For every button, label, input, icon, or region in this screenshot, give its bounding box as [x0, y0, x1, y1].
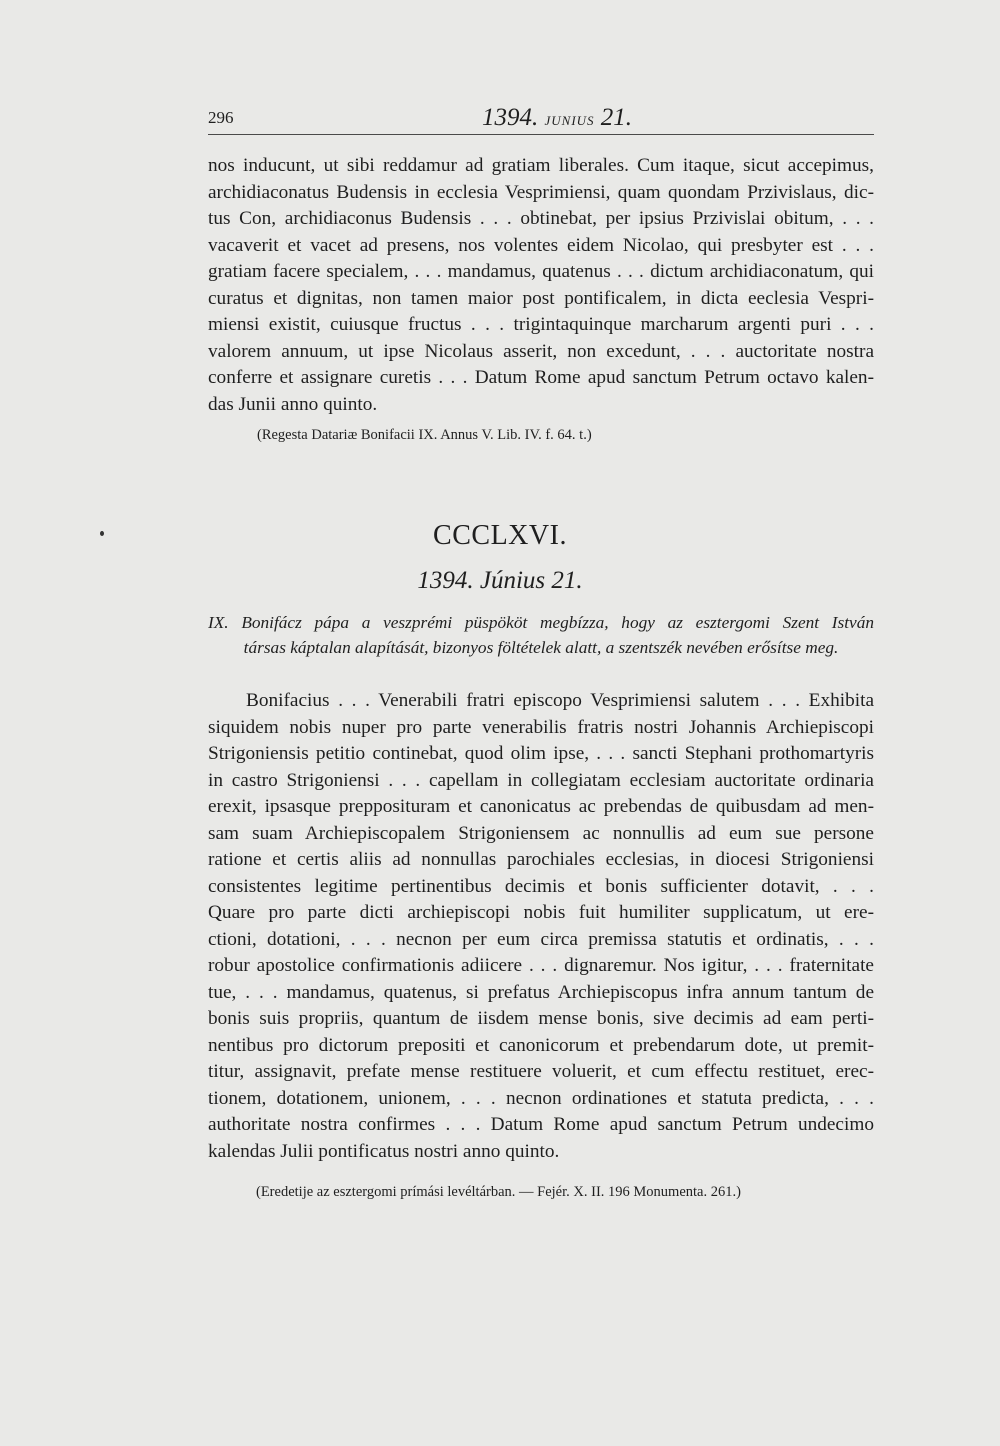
body-line: nentibus pro dictorum prepositi et canonicorum et prebendarum dote, ut premit-: [208, 1034, 874, 1056]
text-line: miensi existit, cuiusque fructus . . . trigintaquinque marcharum argenti puri . . .: [208, 314, 874, 335]
continuation-text: [208, 153, 874, 418]
source-citation: (Regesta Datariæ Bonifacii IX. Annus V. Lib. IV. f. 64. t.): [257, 427, 592, 443]
page-header: [208, 104, 874, 135]
document-number: CCCLXVI.: [433, 520, 567, 551]
text-line: gratiam facere specialem, . . . mandamus, quatenus . . . dictum archidiaconatum, qui: [208, 261, 874, 282]
body-line: Bonifacius . . . Venerabili fratri episcopo Vesprimiensi salutem . . . Exhibita: [246, 690, 874, 711]
text-line: valorem annuum, ut ipse Nicolaus asserit, non excedunt, . . . auctoritate nostra: [208, 340, 874, 362]
text-line: nos inducunt, ut sibi reddamur ad gratiam liberales. Cum itaque, sicut accepimus,: [208, 155, 874, 176]
body-line: siquidem nobis nuper pro parte venerabilis fratris nostri Johannis Archiepiscopi: [208, 716, 874, 738]
body-line: tue, . . . mandamus, quatenus, si prefatus Archiepiscopus infra annum tantum de: [208, 981, 874, 1003]
text-line: vacaverit et vacet ad presens, nos volentes eidem Nicolao, qui presbyter est . . .: [208, 234, 874, 256]
running-head-day: 21.: [600, 104, 633, 131]
text-line: tus Con, archidiaconus Budensis . . . obtinebat, per ipsius Przivislai obitum, . . .: [208, 208, 874, 229]
body-line: erexit, ipsasque prepposituram et canonicatus ac prebendas de quibusdam ad men-: [208, 796, 874, 817]
body-line: Quare pro parte dicti archiepiscopi nobis fuit humiliter supplicatum, ut ere-: [208, 902, 874, 923]
text-line: conferre et assignare curetis . . . Datum Rome apud sanctum Petrum octavo kalen-: [208, 367, 874, 388]
running-head: [482, 104, 632, 132]
running-head-year: 1394.: [482, 104, 539, 131]
page-number: 296: [208, 108, 234, 127]
body-line: ctioni, dotationi, . . . necnon per eum circa premissa statutis et ordinatis, . . .: [208, 928, 874, 950]
body-line: kalendas Julii pontificatus nostri anno quinto.: [208, 1140, 560, 1162]
body-line: Strigoniensis petitio continebat, quod olim ipse, . . . sancti Stephani prothomartyris: [208, 743, 874, 764]
text-line: curatus et dignitas, non tamen maior post pontificalem, in dicta eeclesia Vespri-: [208, 287, 874, 309]
body-line: sam suam Archiepiscopalem Strigoniensem ac nonnullis ad eum sue persone: [208, 822, 874, 844]
body-line: authoritate nostra confirmes . . . Datum Rome apud sanctum Petrum undecimo: [208, 1114, 874, 1135]
body-line: robur apostolice confirmationis adiicere . . . dignaremur. Nos igitur, . . . fraternitate: [208, 955, 874, 976]
archive-citation: (Eredetije az esztergomi prímási levéltárban. — Fejér. X. II. 196 Monumenta. 261.): [256, 1184, 741, 1200]
body-line: consistentes legitime pertinentibus decimis et bonis sufficienter dotavit, . . .: [208, 875, 874, 897]
body-line: ratione et certis aliis ad nonnullas parochiales ecclesias, in diocesi Strigoniensi: [208, 849, 874, 870]
running-head-month: JUNIUS: [544, 113, 595, 128]
text-line: das Junii anno quinto.: [208, 393, 378, 415]
document-body: [208, 688, 874, 1165]
summary-line: IX. Bonifácz pápa a veszprémi püspököt megbízza, hogy az esztergomi Szent István: [208, 613, 874, 632]
summary-line: társas káptalan alapítását, bizonyos föltételek alatt, a szentszék nevében erősítse meg.: [243, 638, 839, 657]
document-summary: [208, 610, 874, 660]
body-line: bonis suis propriis, quantum de iisdem mense bonis, sive decimis ad eam perti-: [208, 1008, 874, 1029]
text-line: archidiaconatus Budensis in ecclesia Vesprimiensi, quam quondam Przivislaus, dic-: [208, 181, 874, 203]
body-line: titur, assignavit, prefate mense restituere voluerit, et cum effectu restituet, erec-: [208, 1061, 874, 1082]
body-line: in castro Strigoniensi . . . capellam in collegiatam ecclesiam auctoritate ordinaria: [208, 769, 874, 791]
body-line: tionem, dotationem, unionem, . . . necnon ordinationes et statuta predicta, . . .: [208, 1087, 874, 1109]
document-date: 1394. Június 21.: [417, 567, 583, 594]
